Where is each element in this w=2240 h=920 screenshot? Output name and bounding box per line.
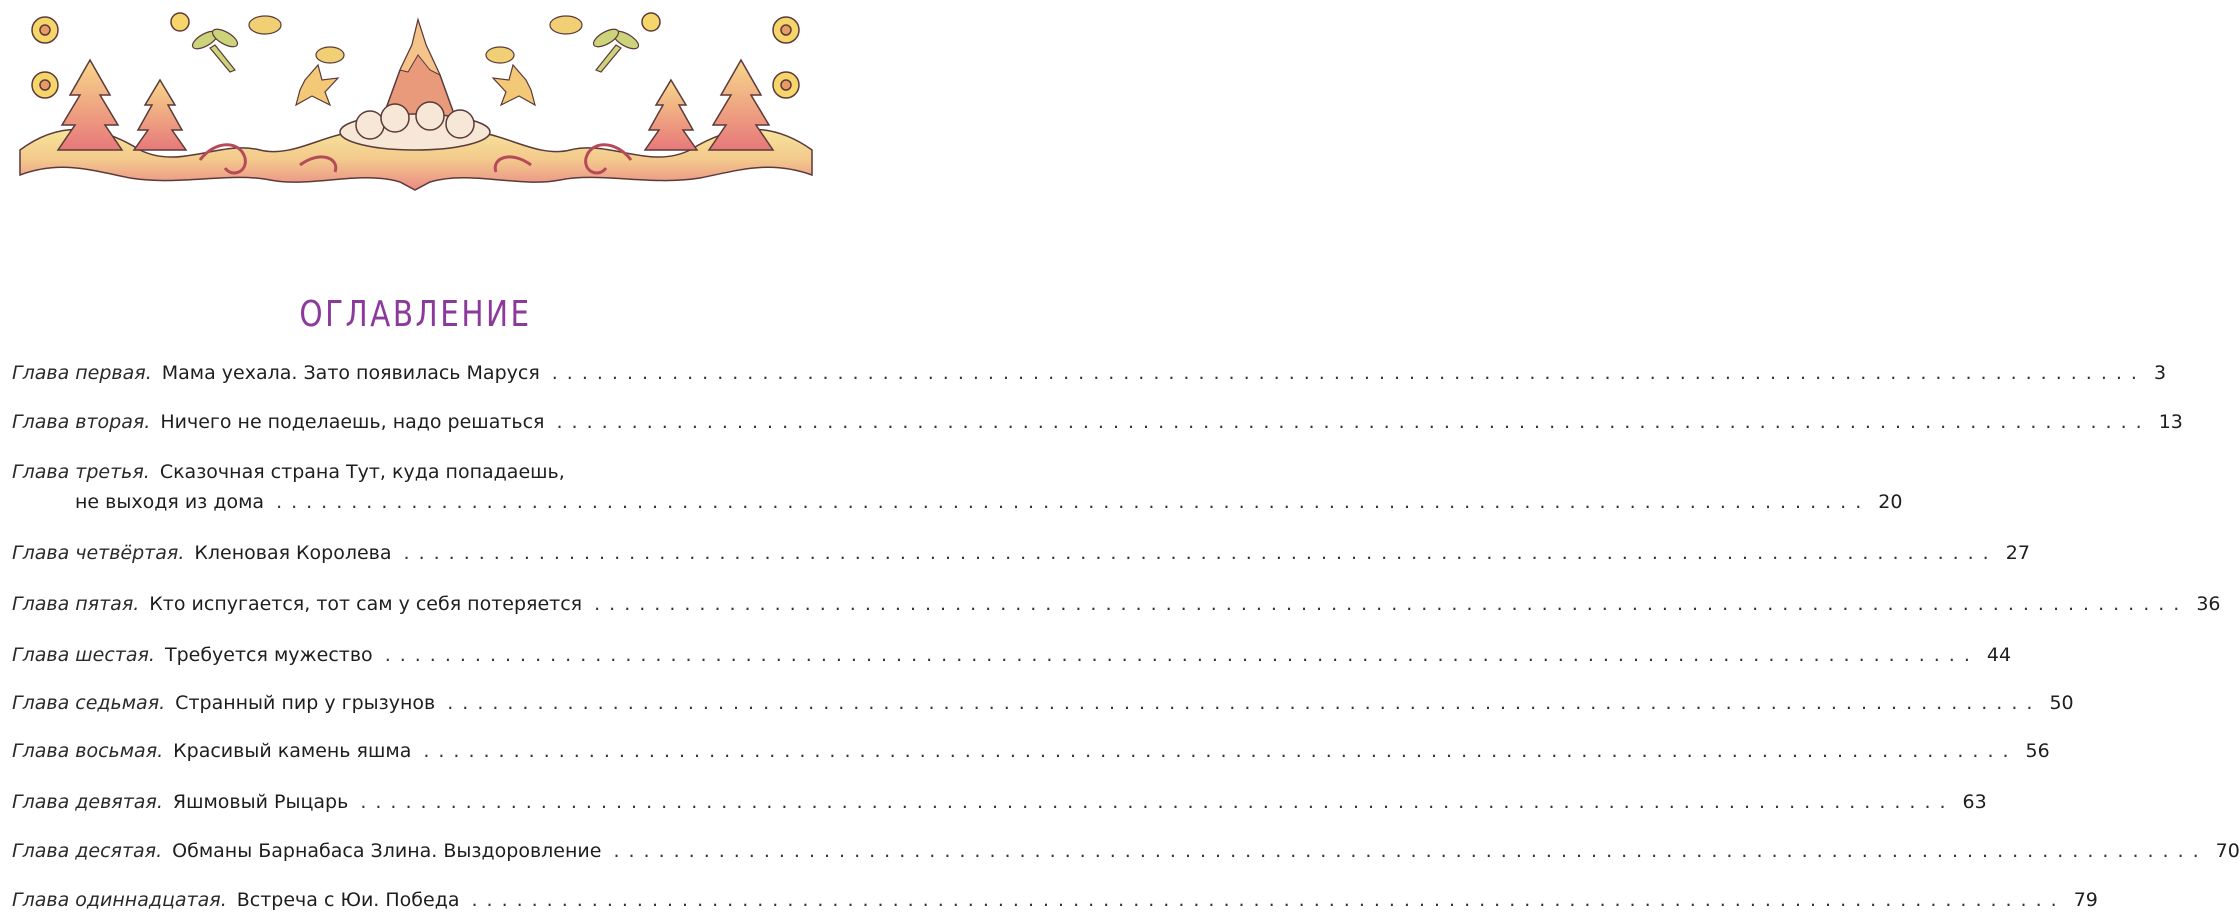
dot-leader: .......................................................................................................... — [384, 644, 1979, 666]
dot-leader: .......................................................................................................... — [471, 889, 2066, 911]
chapter-label: Глава десятая. — [12, 840, 163, 862]
page-number: 56 — [2025, 740, 2050, 762]
page-number: 63 — [1962, 791, 1987, 813]
dot-leader: .......................................................................................................... — [613, 840, 2208, 862]
page-number: 44 — [1986, 644, 2012, 666]
toc-entry[interactable] — [12, 589, 2221, 619]
chapter-label: Глава пятая. — [12, 593, 140, 615]
chapter-title: Мама уехала. Зато появилась Маруся — [161, 362, 540, 384]
dot-leader: .......................................................................................................... — [556, 411, 2151, 433]
dot-leader: .......................................................................................................... — [551, 362, 2146, 384]
dot-leader: .......................................................................................................... — [360, 791, 1955, 813]
page-number: 70 — [2215, 840, 2240, 862]
page-number: 27 — [2005, 542, 2030, 564]
dot-leader: .......................................................................................................... — [447, 692, 2042, 714]
toc-entry[interactable] — [12, 407, 2183, 437]
page-number: 20 — [1878, 491, 1903, 513]
chapter-title: Сказочная страна Тут, куда попадаешь, — [159, 461, 565, 483]
page-number: 36 — [2196, 593, 2221, 615]
toc-entry[interactable] — [12, 538, 2030, 568]
page-number: 3 — [2153, 362, 2167, 384]
page-number: 79 — [2073, 889, 2098, 911]
chapter-title-continued: не выходя из дома — [75, 491, 265, 513]
ornament-banner — [0, 0, 831, 195]
chapter-label: Глава одиннадцатая. — [12, 889, 227, 911]
chapter-label: Глава восьмая. — [12, 740, 164, 762]
chapter-title: Встреча с Юи. Победа — [236, 889, 460, 911]
page-number: 13 — [2158, 411, 2183, 433]
toc-entry[interactable] — [12, 836, 2240, 866]
dot-leader: .......................................................................................................... — [403, 542, 1998, 564]
chapter-title: Странный пир у грызунов — [175, 692, 436, 714]
chapter-label: Глава шестая. — [12, 644, 155, 666]
chapter-label: Глава седьмая. — [12, 692, 166, 714]
chapter-label: Глава вторая. — [12, 411, 151, 433]
chapter-title: Ничего не поделаешь, надо решаться — [160, 411, 545, 433]
toc-entry[interactable] — [12, 358, 2167, 388]
chapter-title: Кленовая Королева — [194, 542, 392, 564]
toc-entry[interactable] — [12, 736, 2050, 766]
dot-leader: .......................................................................................................... — [276, 491, 1871, 513]
page-number: 50 — [2049, 692, 2074, 714]
chapter-title: Красивый камень яшма — [173, 740, 412, 762]
dot-leader: .......................................................................................................... — [594, 593, 2189, 615]
chapter-title: Требуется мужество — [164, 644, 373, 666]
toc-entry[interactable] — [12, 885, 2098, 915]
chapter-label: Глава четвёртая. — [12, 542, 185, 564]
page-title: ОГЛАВЛЕНИЕ — [299, 294, 532, 336]
chapter-label: Глава девятая. — [12, 791, 163, 813]
toc-entry[interactable] — [12, 640, 2012, 670]
chapter-label: Глава первая. — [12, 362, 152, 384]
toc-entry[interactable] — [12, 457, 1903, 517]
chapter-title: Кто испугается, тот сам у себя потеряется — [149, 593, 583, 615]
toc-entry[interactable] — [12, 787, 1987, 817]
chapter-title: Обманы Барнабаса Злина. Выздоровление — [172, 840, 602, 862]
chapter-label: Глава третья. — [12, 461, 150, 483]
chapter-title: Яшмовый Рыцарь — [172, 791, 349, 813]
toc-entry[interactable] — [12, 688, 2074, 718]
dot-leader: .......................................................................................................... — [423, 740, 2018, 762]
